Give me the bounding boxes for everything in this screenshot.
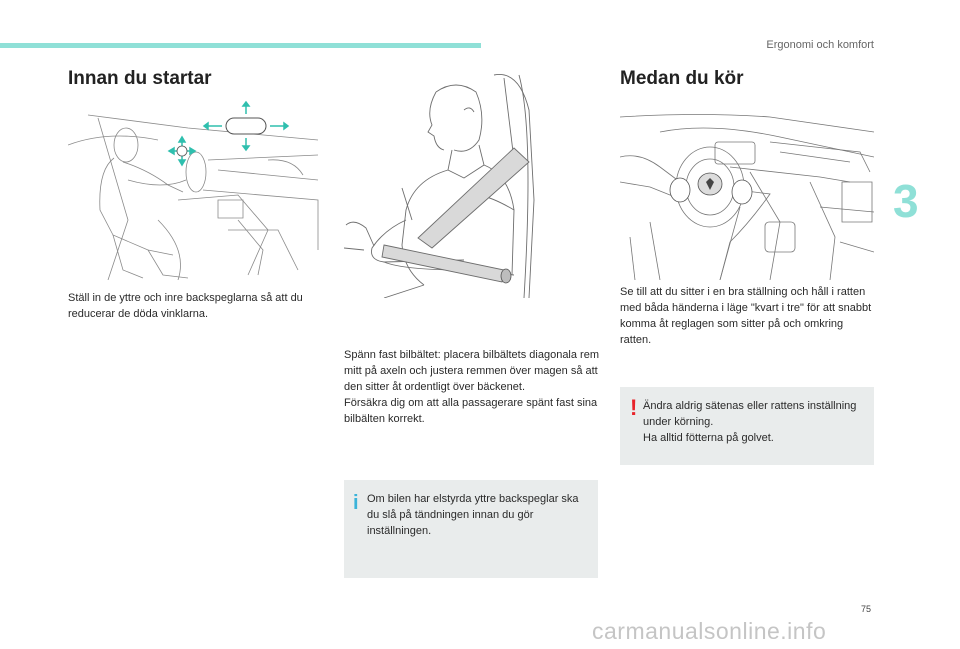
- info-box: [344, 480, 598, 578]
- info-box-text: Om bilen har elstyrda yttre backspeglar ska du slå på tändningen innan du gör inställningen.: [367, 493, 579, 537]
- seatbelt-illustration: [344, 70, 544, 298]
- warning-box: [620, 387, 874, 465]
- left-caption: Ställ in de yttre och inre backspeglarna så att du reducerar de döda vinklarna.: [68, 292, 303, 320]
- driving-position-illustration: [620, 112, 874, 280]
- chapter-number: 3: [893, 175, 919, 227]
- right-title: Medan du kör: [620, 68, 744, 89]
- page-number: 75: [860, 604, 871, 614]
- left-title: Innan du startar: [68, 68, 212, 89]
- warning-box-text: Ändra aldrig sätenas eller rattens inställning under körning. Ha alltid fötterna på golvet.: [643, 400, 857, 444]
- warning-icon: !: [630, 395, 638, 420]
- section-label: Ergonomi och komfort: [766, 39, 874, 51]
- right-text: Se till att du sitter i en bra ställning och håll i ratten med båda händerna i läge "kvart i tre" för att snabbt komma åt reglagen som sitter på och omkring ratten.: [620, 286, 872, 346]
- info-icon: i: [353, 492, 359, 514]
- mirror-adjust-illustration: [68, 100, 323, 280]
- middle-text: Spänn fast bilbältet: placera bilbältets diagonala rem mitt på axeln och justera remmen över magen så att den sitter åt ordentligt över bäckenet. Försäkra dig om att alla passagerare spänt fast sina bilbälten korrekt.: [344, 349, 599, 425]
- header-accent-bar: [0, 43, 481, 48]
- watermark: carmanualsonline.info: [592, 618, 827, 644]
